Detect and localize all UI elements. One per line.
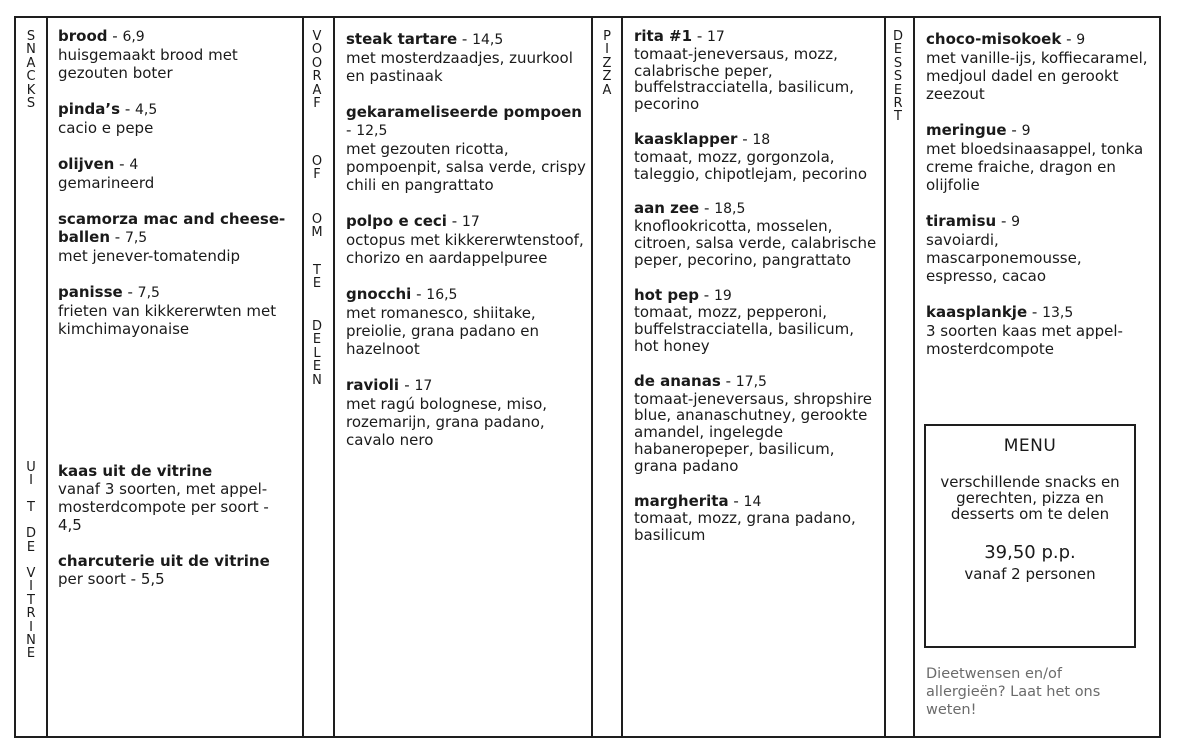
menu-item-price: 9 (1021, 123, 1031, 139)
menu-item (926, 121, 1156, 194)
menu-item-price: 17 (414, 378, 433, 394)
menu-item-name: olijven (58, 155, 115, 173)
price-separator: - (692, 27, 708, 45)
menu-item (634, 287, 878, 355)
menu-item (926, 30, 1156, 103)
set-menu-minimum: vanaf 2 personen (964, 565, 1096, 583)
section-label-vooraf: V O O R A F (311, 29, 323, 111)
price-separator: - (1027, 303, 1043, 321)
menu-item-description: cacio e pepe (58, 119, 154, 137)
menu-item (58, 210, 294, 265)
menu-item-price: 14,5 (472, 32, 504, 48)
menu-item-price: 9 (1011, 214, 1021, 230)
menu-item (634, 373, 878, 475)
section-label-te: T E (312, 263, 322, 292)
divider (333, 16, 335, 738)
price-separator: - (404, 376, 415, 394)
menu-item-name: scamorza mac and cheese-ballen (58, 210, 286, 246)
menu-item (58, 155, 294, 192)
menu-item-name: kaasklapper (634, 129, 738, 148)
section-label-uit-de-vitrine: U I T D E V I T R I N E (25, 460, 36, 662)
menu-item-description: knoflookricotta, mosselen, citroen, salsa verde, calabrische peper, pecorino, pangrattato (634, 217, 877, 269)
vooraf-column (346, 30, 586, 467)
menu-item-name: gnocchi (346, 285, 412, 303)
snacks-column (58, 27, 294, 356)
menu-item-price: 7,5 (137, 285, 160, 301)
menu-item-description: frieten van kikkererwten met kimchimayonaise (58, 302, 277, 338)
menu-item-name: charcuterie uit de vitrine (58, 552, 270, 570)
menu-item-description: vanaf 3 soorten, met appel-mosterdcompote per soort - 4,5 (58, 480, 269, 534)
menu-item-description: huisgemaakt brood met gezouten boter (58, 46, 238, 82)
divider (913, 16, 915, 738)
pizza-column (634, 28, 878, 562)
menu-item-price: 13,5 (1042, 305, 1074, 321)
menu-item-price: 4,5 (135, 102, 158, 118)
menu-item-name: ravioli (346, 376, 405, 394)
menu-item (346, 30, 586, 85)
menu-item-price: 14 (743, 493, 762, 510)
menu-item-price: 6,9 (122, 29, 145, 45)
section-label-om: O M (311, 212, 323, 241)
price-separator: - (110, 228, 125, 246)
price-separator: - (107, 27, 123, 45)
menu-item-name: rita #1 (634, 27, 693, 45)
set-menu-description: verschillende snacks en gerechten, pizza en desserts om te delen (940, 473, 1120, 523)
price-separator: - (699, 285, 714, 304)
price-separator: - (720, 371, 736, 390)
divider (302, 16, 304, 738)
price-separator: - (728, 491, 744, 510)
menu-item (926, 303, 1156, 358)
menu-item-name: polpo e ceci (346, 212, 447, 230)
menu-item-price: 4 (129, 157, 139, 173)
menu-item-price: 18 (752, 131, 771, 148)
menu-item-description: met jenever-tomatendip (58, 247, 241, 265)
menu-item (58, 27, 294, 82)
menu-item-description: met gezouten ricotta, pompoenpit, salsa verde, crispy chili en pangrattato (346, 140, 586, 194)
price-separator: - (446, 212, 462, 230)
menu-item (346, 376, 586, 449)
set-menu-title: MENU (1003, 436, 1057, 456)
price-separator: - (411, 285, 427, 303)
price-separator: - (120, 100, 135, 118)
menu-item-name: brood (58, 27, 108, 45)
menu-item-description: met ragú bolognese, miso, rozemarijn, grana padano, cavalo nero (346, 395, 548, 449)
menu-item-name: pinda’s (58, 100, 121, 118)
menu-item-name: gekarameliseerde pompoen (346, 103, 582, 121)
menu-item-name: meringue (926, 121, 1007, 139)
menu-item-description: tomaat, mozz, gorgonzola, taleggio, chipotlejam, pecorino (634, 147, 867, 183)
menu-item-price: 16,5 (426, 287, 458, 303)
menu-item-description: met vanille-ijs, koffiecaramel, medjoul dadel en gerookt zeezout (926, 49, 1148, 103)
menu-item (58, 100, 294, 137)
menu-item (58, 552, 294, 588)
menu-item-description: octopus met kikkererwtenstoof, chorizo en aardappelpuree (346, 231, 584, 267)
menu-item-description: tomaat-jeneversaus, shropshire blue, ananaschutney, gerookte amandel, ingelegde habaneropeper, basilicum, grana padano (634, 389, 873, 475)
menu-item-name: choco-misokoek (926, 30, 1062, 48)
menu-item-name: hot pep (634, 285, 700, 304)
menu-item (634, 131, 878, 182)
vitrine-column (58, 462, 294, 606)
menu-item-price: 17 (461, 214, 480, 230)
menu-item (634, 28, 878, 113)
menu-item-description: tomaat, mozz, pepperoni, buffelstracciatella, basilicum, hot honey (634, 303, 855, 355)
menu-item-name: kaasplankje (926, 303, 1028, 321)
menu-item (346, 212, 586, 267)
menu-item-price: 18,5 (714, 201, 746, 218)
price-separator: - (457, 30, 473, 48)
section-label-delen: D E L E N (311, 319, 322, 388)
menu-item-name: margherita (634, 491, 729, 510)
menu-item-name: aan zee (634, 199, 700, 218)
price-separator: - (737, 129, 753, 148)
menu-item-name: panisse (58, 283, 123, 301)
price-separator: - (699, 199, 715, 218)
menu-item (346, 285, 586, 358)
menu-item (346, 103, 586, 194)
price-separator: - (1006, 121, 1022, 139)
dessert-column (926, 30, 1156, 376)
menu-item-description: tomaat-jeneversaus, mozz, calabrische peper, buffelstracciatella, basilicum, pecorino (634, 44, 855, 114)
menu-item-description: per soort - 5,5 (58, 570, 165, 588)
menu-item (926, 212, 1156, 285)
set-menu-price: 39,50 p.p. (984, 542, 1076, 563)
menu-item-price: 19 (713, 287, 732, 304)
menu-item-description: met mosterdzaadjes, zuurkool en pastinaak (346, 49, 573, 85)
menu-item (634, 200, 878, 268)
divider (884, 16, 886, 738)
menu-item-description: tomaat, mozz, grana padano, basilicum (634, 509, 856, 545)
menu-item-description: met romanesco, shiitake, preiolie, grana padano en hazelnoot (346, 304, 539, 358)
set-menu-box (924, 424, 1136, 648)
section-label-dessert: D E S S E R T (892, 29, 903, 125)
menu-item-price: 7,5 (124, 230, 148, 246)
allergy-note: Dieetwensen en/of allergieën? Laat het ons weten! (926, 666, 1101, 718)
menu-item (58, 283, 294, 338)
price-separator: - (346, 121, 357, 139)
menu-item (634, 493, 878, 544)
price-separator: - (114, 155, 130, 173)
price-separator: - (1061, 30, 1077, 48)
menu-item-price: 12,5 (356, 123, 388, 139)
menu-item-name: steak tartare (346, 30, 458, 48)
divider (591, 16, 593, 738)
menu-item-name: tiramisu (926, 212, 997, 230)
section-label-pizza: P I Z Z A (602, 29, 612, 98)
divider (46, 16, 48, 738)
menu-item-description: gemarineerd (58, 174, 155, 192)
price-separator: - (122, 283, 138, 301)
divider (621, 16, 623, 738)
menu-item-name: kaas uit de vitrine (58, 462, 213, 480)
menu-item-description: met bloedsinaasappel, tonka creme fraiche, dragon en olijfolie (926, 140, 1144, 194)
section-label-of: O F (311, 154, 323, 183)
menu-item (58, 462, 294, 534)
menu-item-price: 17,5 (735, 373, 767, 390)
price-separator: - (996, 212, 1012, 230)
menu-item-name: de ananas (634, 371, 721, 390)
menu-item-description: savoiardi, mascarponemousse, espresso, cacao (926, 231, 1082, 285)
menu-item-price: 9 (1076, 32, 1086, 48)
section-label-snacks: S N A C K S (26, 29, 36, 111)
menu-item-description: 3 soorten kaas met appel-mosterdcompote (926, 322, 1123, 358)
menu-item-price: 17 (707, 29, 725, 45)
